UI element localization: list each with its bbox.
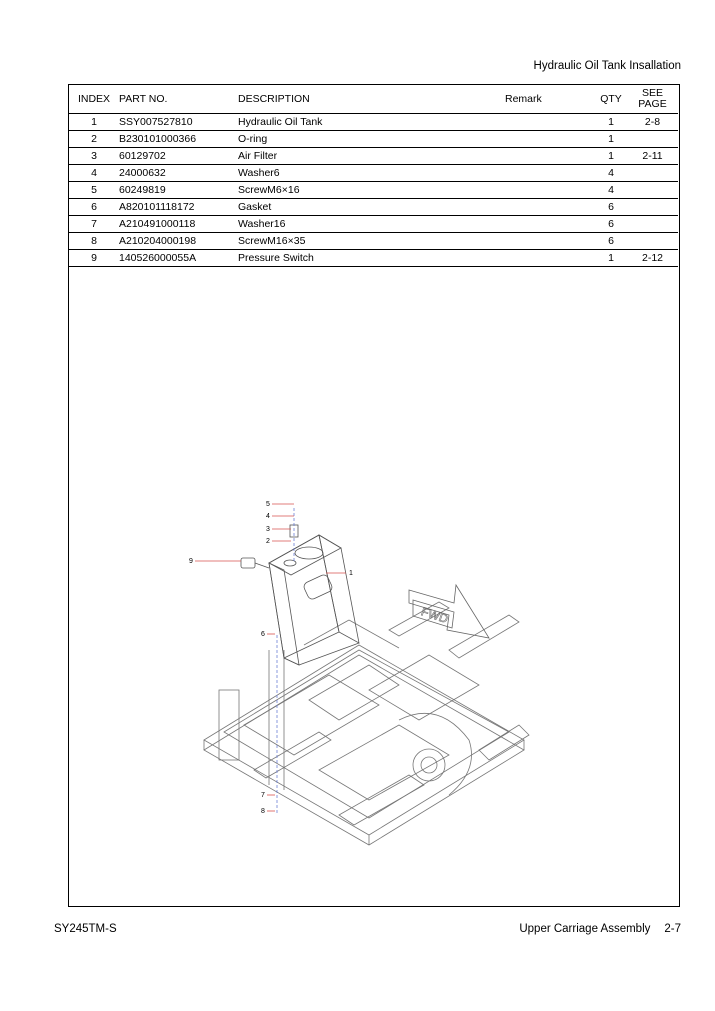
table-row	[69, 114, 678, 131]
col-see-page-label: SEE PAGE	[638, 87, 667, 110]
col-part-no: PART NO.	[119, 85, 238, 114]
cell-remark	[505, 216, 595, 233]
cell-see-page: 2-11	[627, 148, 678, 165]
cell-description: Hydraulic Oil Tank	[238, 114, 505, 131]
cell-remark	[505, 250, 595, 267]
cell-see-page: 2-8	[627, 114, 678, 131]
cell-remark	[505, 199, 595, 216]
cell-description: ScrewM6×16	[238, 182, 505, 199]
table-row	[69, 182, 678, 199]
footer-model: SY245TM-S	[54, 923, 117, 935]
cell-remark	[505, 114, 595, 131]
callout-label-3: 3	[266, 526, 270, 533]
col-see-page	[627, 85, 678, 114]
cell-see-page: 2-12	[627, 250, 678, 267]
footer-page-number: 2-7	[664, 923, 681, 935]
col-qty: QTY	[595, 85, 627, 114]
cell-see-page	[627, 182, 678, 199]
cell-index: 8	[69, 233, 119, 250]
cell-qty: 6	[595, 216, 627, 233]
cell-qty: 4	[595, 182, 627, 199]
col-remark: Remark	[505, 85, 595, 114]
cell-description: Gasket	[238, 199, 505, 216]
table-row	[69, 148, 678, 165]
hydraulic-oil-tank	[269, 535, 359, 665]
cell-see-page	[627, 131, 678, 148]
cell-see-page	[627, 165, 678, 182]
col-index: INDEX	[69, 85, 119, 114]
cell-qty: 1	[595, 131, 627, 148]
cell-remark	[505, 165, 595, 182]
cell-part-no: 60249819	[119, 182, 238, 199]
col-description: DESCRIPTION	[238, 85, 505, 114]
cell-part-no: A210204000198	[119, 233, 238, 250]
callout-label-7: 7	[261, 792, 265, 799]
upper-frame-outline	[204, 602, 529, 845]
table-header-row	[69, 85, 678, 114]
tank-installation-drawing	[69, 270, 678, 906]
cell-qty: 6	[595, 199, 627, 216]
cell-part-no: 60129702	[119, 148, 238, 165]
callout-label-6: 6	[261, 631, 265, 638]
cell-see-page	[627, 233, 678, 250]
callout-label-9: 9	[189, 558, 193, 565]
cell-see-page	[627, 216, 678, 233]
table-row	[69, 216, 678, 233]
fwd-label: FWD	[419, 604, 450, 627]
cell-description: Washer16	[238, 216, 505, 233]
cell-index: 5	[69, 182, 119, 199]
callout-label-2: 2	[266, 538, 270, 545]
cell-index: 4	[69, 165, 119, 182]
cell-part-no: A210491000118	[119, 216, 238, 233]
page-header-title: Hydraulic Oil Tank Insallation	[533, 60, 681, 72]
cell-description: ScrewM16×35	[238, 233, 505, 250]
cell-qty: 1	[595, 114, 627, 131]
cell-remark	[505, 233, 595, 250]
cell-index: 3	[69, 148, 119, 165]
cell-qty: 4	[595, 165, 627, 182]
footer-section	[519, 923, 681, 935]
callout-label-5: 5	[266, 501, 270, 508]
cell-part-no: B230101000366	[119, 131, 238, 148]
cell-index: 9	[69, 250, 119, 267]
cell-index: 1	[69, 114, 119, 131]
table-row	[69, 131, 678, 148]
table-row	[69, 250, 678, 267]
cell-qty: 1	[595, 250, 627, 267]
cell-qty: 1	[595, 148, 627, 165]
parts-table	[69, 85, 678, 267]
pressure-switch-part	[241, 558, 269, 568]
cell-qty: 6	[595, 233, 627, 250]
table-row	[69, 165, 678, 182]
cell-remark	[505, 182, 595, 199]
cell-part-no: 24000632	[119, 165, 238, 182]
cell-description: Pressure Switch	[238, 250, 505, 267]
cell-remark	[505, 148, 595, 165]
table-row	[69, 233, 678, 250]
cell-description: O-ring	[238, 131, 505, 148]
cell-part-no: SSY007527810	[119, 114, 238, 131]
cell-index: 2	[69, 131, 119, 148]
cell-part-no: A820101118172	[119, 199, 238, 216]
cell-description: Air Filter	[238, 148, 505, 165]
callout-label-1: 1	[349, 570, 353, 577]
table-row	[69, 199, 678, 216]
cell-description: Washer6	[238, 165, 505, 182]
cell-index: 6	[69, 199, 119, 216]
cell-remark	[505, 131, 595, 148]
footer-section-name: Upper Carriage Assembly	[519, 923, 651, 935]
cell-index: 7	[69, 216, 119, 233]
cell-see-page	[627, 199, 678, 216]
callout-label-4: 4	[266, 513, 270, 520]
cell-part-no: 140526000055A	[119, 250, 238, 267]
callout-label-8: 8	[261, 808, 265, 815]
parts-frame	[68, 84, 680, 907]
